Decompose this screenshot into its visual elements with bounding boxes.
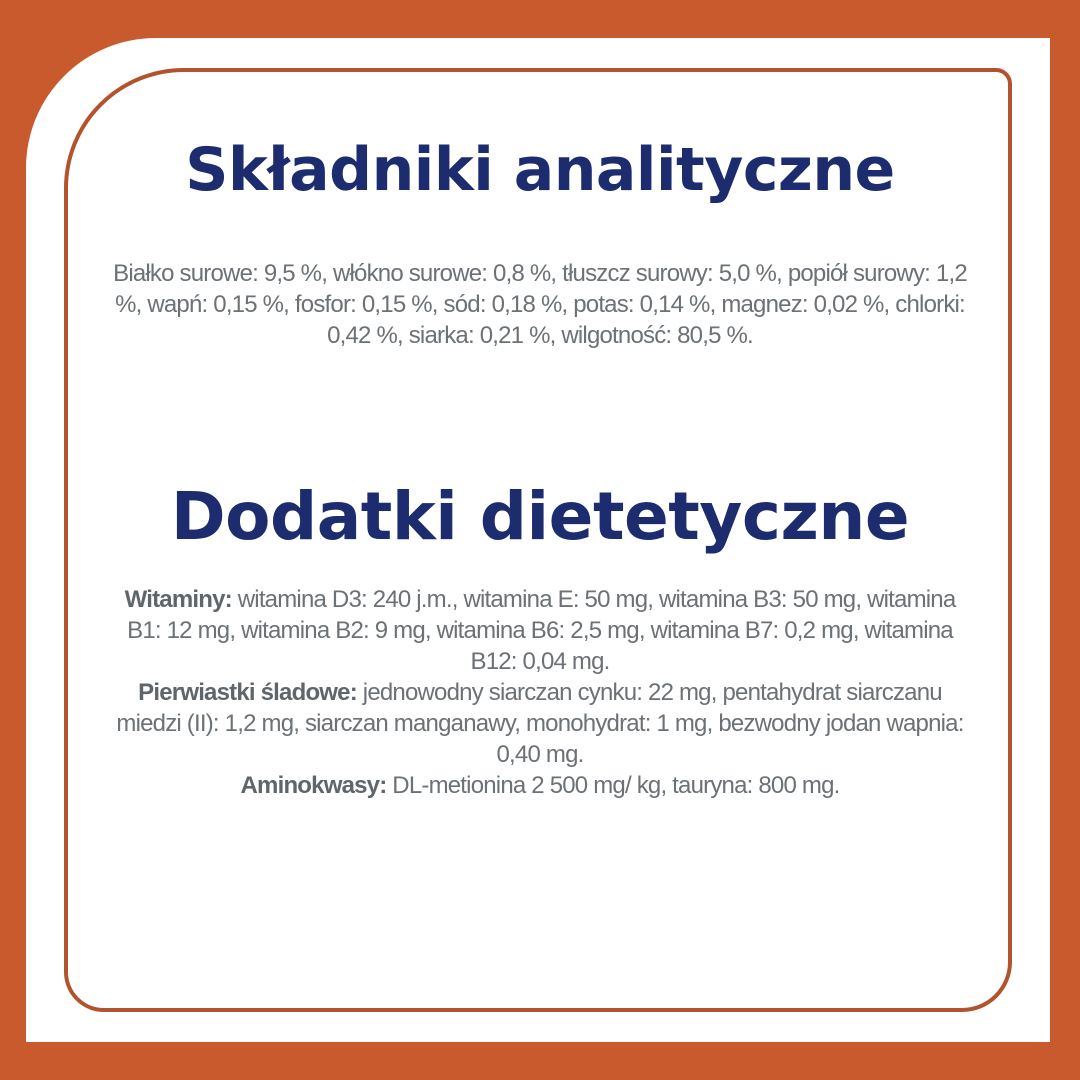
vitamins-text: witamina D3: 240 j.m., witamina E: 50 mg, witamina B3: 50 mg, witamina B1: 12 mg, witamina B2: 9 mg, witamina B6: 2,5 mg, witamina B7: 0,2 mg, witamina B12: 0,04 mg. bbox=[127, 586, 956, 675]
trace-elements-text: jednowodny siarczan cynku: 22 mg, pentahydrat siarczanu miedzi (II): 1,2 mg, siarczan manganawy, monohydrat: 1 mg, bezwodny jodan wapnia: 0,40 mg. bbox=[116, 679, 964, 768]
vitamins-label: Witaminy: bbox=[124, 586, 232, 613]
dietary-additives-title: Dodatki dietetyczne bbox=[170, 478, 910, 555]
dietary-additives-text bbox=[110, 584, 970, 801]
amino-acids-label: Aminokwasy: bbox=[240, 772, 387, 799]
analytical-constituents-title: Składniki analityczne bbox=[185, 135, 895, 205]
trace-elements-label: Pierwiastki śladowe: bbox=[138, 679, 357, 706]
amino-acids-text: DL-metionina 2 500 mg/ kg, tauryna: 800 mg. bbox=[392, 772, 840, 799]
analytical-constituents-text: Białko surowe: 9,5 %, włókno surowe: 0,8 %, tłuszcz surowy: 5,0 %, popiół surowy: 1,2 %, wapń: 0,15 %, fosfor: 0,15 %, sód: 0,18 %, potas: 0,14 %, magnez: 0,02 %, chlorki: 0,42 %, siarka: 0,21 %, wilgotność: 80,5 %. bbox=[113, 260, 967, 349]
